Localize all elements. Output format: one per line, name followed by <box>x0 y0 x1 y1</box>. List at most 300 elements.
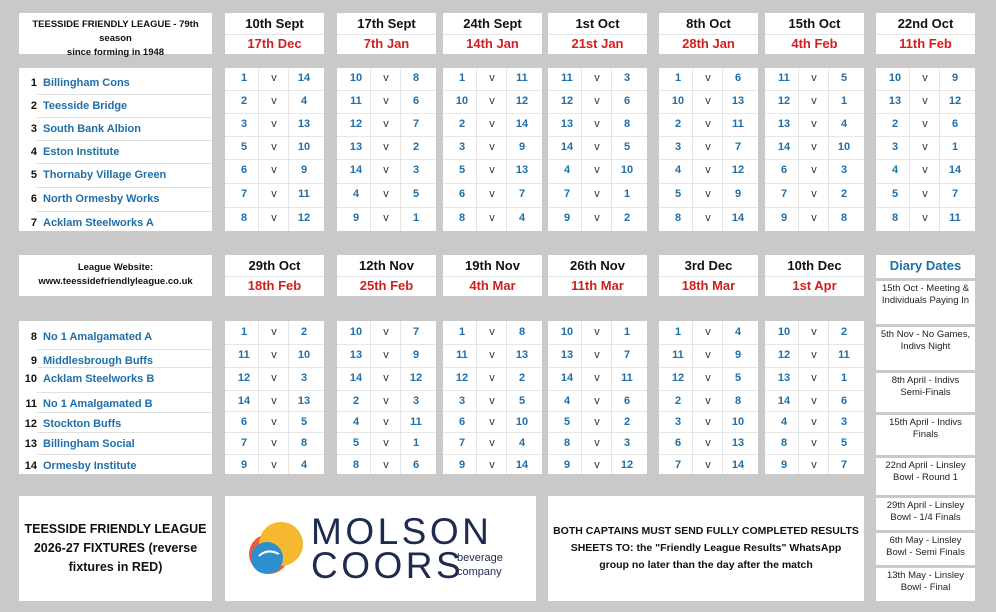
versus-label: v <box>271 118 277 130</box>
row-divider <box>37 117 212 118</box>
fixture <box>443 412 542 434</box>
home-team-number: 6 <box>780 164 788 176</box>
team-name: Acklam Steelworks B <box>43 373 155 385</box>
fixture <box>548 368 647 390</box>
row-divider <box>37 432 212 433</box>
home-team-number: 3 <box>674 141 682 153</box>
away-team-number: 2 <box>518 372 526 384</box>
notice-line3: group no later than the day after the match <box>599 559 813 571</box>
team-number: 14 <box>24 460 37 472</box>
website-label: League Website: <box>77 262 154 273</box>
home-team-number: 12 <box>777 349 791 361</box>
home-team-number: 13 <box>560 118 574 130</box>
versus-label: v <box>922 141 928 153</box>
fixture-column <box>876 68 975 231</box>
home-team-number: 2 <box>240 95 248 107</box>
away-team-number: 13 <box>297 118 311 130</box>
home-team-number: 7 <box>240 188 248 200</box>
fixture <box>337 391 436 413</box>
versus-label: v <box>383 459 389 471</box>
home-team-number: 13 <box>560 349 574 361</box>
home-team-number: 12 <box>237 372 251 384</box>
versus-label: v <box>489 349 495 361</box>
row-divider <box>37 392 212 393</box>
home-team-number: 6 <box>240 416 248 428</box>
team-name: Eston Institute <box>43 146 120 158</box>
home-team-number: 9 <box>458 459 466 471</box>
date-header <box>443 13 542 54</box>
home-team-number: 13 <box>777 372 791 384</box>
fixture <box>659 368 758 390</box>
league-header <box>19 13 212 58</box>
home-team-number: 3 <box>458 395 466 407</box>
versus-label: v <box>594 95 600 107</box>
versus-label: v <box>705 459 711 471</box>
versus-label: v <box>271 372 277 384</box>
team-name: No 1 Amalgamated B <box>43 398 153 410</box>
molson-coors-mark-icon <box>245 518 305 578</box>
diary-item <box>876 500 975 524</box>
diary-item-line1: 13th May - Linsley <box>886 570 965 581</box>
date-header <box>659 13 758 54</box>
reverse-fixture-date: 18th Feb <box>225 276 324 295</box>
versus-label: v <box>489 395 495 407</box>
website-box <box>19 255 212 296</box>
notice-line1: BOTH CAPTAINS MUST SEND FULLY COMPLETED RESULTS <box>553 525 859 537</box>
team-number: 9 <box>30 355 37 367</box>
team-number: 1 <box>30 77 37 89</box>
fixture <box>337 433 436 455</box>
home-team-number: 7 <box>780 188 788 200</box>
reverse-fixture-date: 17th Dec <box>225 34 324 53</box>
fixture <box>765 114 864 136</box>
home-team-number: 11 <box>350 95 362 107</box>
away-team-number: 14 <box>297 72 311 84</box>
away-team-number: 6 <box>734 72 742 84</box>
home-team-number: 8 <box>780 437 788 449</box>
team-row <box>19 326 212 348</box>
versus-label: v <box>383 118 389 130</box>
fixture <box>225 184 324 206</box>
fixture <box>443 391 542 413</box>
away-team-number: 4 <box>518 437 526 449</box>
fixture <box>548 208 647 230</box>
fixture <box>548 114 647 136</box>
diary-divider <box>876 278 975 281</box>
fixture <box>765 368 864 390</box>
diary-divider <box>876 565 975 568</box>
reverse-fixture-date: 4th Mar <box>443 276 542 295</box>
home-team-number: 10 <box>671 95 685 107</box>
away-team-number: 6 <box>412 459 420 471</box>
home-team-number: 9 <box>780 212 788 224</box>
fixture <box>225 322 324 344</box>
diary-item-line2: Bowl - 1/4 Finals <box>890 512 961 523</box>
fixture <box>765 137 864 159</box>
reverse-fixture-date: 18th Mar <box>659 276 758 295</box>
fixture <box>337 137 436 159</box>
home-team-number: 2 <box>458 118 466 130</box>
versus-label: v <box>383 95 389 107</box>
fixture <box>548 137 647 159</box>
home-team-number: 13 <box>888 95 902 107</box>
versus-label: v <box>271 395 277 407</box>
away-team-number: 6 <box>951 118 959 130</box>
home-team-number: 5 <box>240 141 248 153</box>
diary-item-line1: 15th Oct - Meeting & <box>881 283 970 294</box>
fixture <box>225 345 324 367</box>
versus-label: v <box>594 72 600 84</box>
team-row <box>19 368 212 390</box>
away-team-number: 10 <box>515 416 529 428</box>
fixture <box>548 412 647 434</box>
team-row <box>19 433 212 455</box>
away-team-number: 2 <box>412 141 420 153</box>
diary-item-line2: Bowl - Final <box>900 582 951 593</box>
fixture <box>765 412 864 434</box>
away-team-number: 1 <box>623 188 631 200</box>
away-team-number: 4 <box>518 212 526 224</box>
away-team-number: 3 <box>623 72 631 84</box>
diary-item <box>876 329 975 353</box>
away-team-number: 3 <box>412 164 420 176</box>
home-team-number: 13 <box>349 141 363 153</box>
versus-label: v <box>594 164 600 176</box>
away-team-number: 6 <box>840 395 848 407</box>
fixture <box>548 68 647 90</box>
fixture <box>876 137 975 159</box>
fixture-column <box>765 321 864 474</box>
versus-label: v <box>489 416 495 428</box>
away-team-number: 4 <box>300 459 308 471</box>
fixture <box>876 114 975 136</box>
versus-label: v <box>489 459 495 471</box>
home-team-number: 10 <box>888 72 902 84</box>
away-team-number: 14 <box>515 118 529 130</box>
team-name: Billingham Cons <box>43 77 130 89</box>
fixture <box>765 91 864 113</box>
diary-divider <box>876 412 975 415</box>
home-team-number: 6 <box>458 416 466 428</box>
home-team-number: 3 <box>891 141 899 153</box>
fixture <box>225 433 324 455</box>
home-team-number: 5 <box>563 416 571 428</box>
team-name: Acklam Steelworks A <box>43 217 154 229</box>
away-team-number: 4 <box>840 118 848 130</box>
versus-label: v <box>594 188 600 200</box>
away-team-number: 12 <box>409 372 423 384</box>
away-team-number: 2 <box>300 326 308 338</box>
fixture <box>225 160 324 182</box>
versus-label: v <box>271 416 277 428</box>
versus-label: v <box>705 118 711 130</box>
diary-item <box>876 375 975 399</box>
home-team-number: 10 <box>560 326 574 338</box>
away-team-number: 1 <box>840 95 848 107</box>
fixtures-title-line1: TEESSIDE FRIENDLY LEAGUE <box>24 522 207 536</box>
home-team-number: 3 <box>240 118 248 130</box>
home-team-number: 6 <box>674 437 682 449</box>
away-team-number: 8 <box>518 326 526 338</box>
fixture <box>548 160 647 182</box>
fixture <box>225 208 324 230</box>
fixture <box>443 455 542 477</box>
away-team-number: 6 <box>623 395 631 407</box>
fixture <box>659 455 758 477</box>
home-team-number: 11 <box>238 349 250 361</box>
fixture <box>659 322 758 344</box>
away-team-number: 5 <box>840 437 848 449</box>
versus-label: v <box>811 326 817 338</box>
fixture <box>548 455 647 477</box>
fixture <box>443 68 542 90</box>
fixture <box>443 208 542 230</box>
away-team-number: 7 <box>951 188 959 200</box>
home-team-number: 12 <box>777 95 791 107</box>
home-team-number: 4 <box>891 164 899 176</box>
reverse-fixture-date: 11th Feb <box>876 34 975 53</box>
away-team-number: 9 <box>300 164 308 176</box>
away-team-number: 8 <box>734 395 742 407</box>
fixture-column <box>443 321 542 474</box>
row-divider <box>37 140 212 141</box>
fixture-date: 3rd Dec <box>684 258 733 273</box>
versus-label: v <box>489 72 495 84</box>
sponsor-logo <box>225 496 536 601</box>
versus-label: v <box>594 349 600 361</box>
diary-item-line2: Bowl - Semi Finals <box>886 547 965 558</box>
fixture <box>765 433 864 455</box>
versus-label: v <box>489 188 495 200</box>
home-team-number: 8 <box>674 212 682 224</box>
fixture-date: 17th Sept <box>357 16 416 31</box>
versus-label: v <box>811 118 817 130</box>
team-name: Thornaby Village Green <box>43 169 167 181</box>
fixture <box>765 322 864 344</box>
team-row <box>19 164 212 186</box>
versus-label: v <box>594 118 600 130</box>
team-number: 2 <box>30 100 37 112</box>
away-team-number: 2 <box>623 212 631 224</box>
away-team-number: 12 <box>297 212 311 224</box>
versus-label: v <box>271 95 277 107</box>
reverse-fixture-date: 28th Jan <box>659 34 758 53</box>
away-team-number: 6 <box>412 95 420 107</box>
diary-divider <box>876 324 975 327</box>
fixture-column <box>659 321 758 474</box>
fixture <box>659 391 758 413</box>
versus-label: v <box>271 326 277 338</box>
away-team-number: 4 <box>300 95 308 107</box>
versus-label: v <box>705 141 711 153</box>
logo-word-molson: MOLSON <box>311 511 493 552</box>
diary-item <box>876 570 975 594</box>
home-team-number: 14 <box>237 395 251 407</box>
reverse-fixture-date: 11th Mar <box>548 276 647 295</box>
fixture <box>337 114 436 136</box>
versus-label: v <box>811 372 817 384</box>
home-team-number: 13 <box>349 349 363 361</box>
versus-label: v <box>271 212 277 224</box>
date-header <box>337 13 436 54</box>
fixture <box>765 160 864 182</box>
versus-label: v <box>383 141 389 153</box>
team-number: 6 <box>30 193 37 205</box>
versus-label: v <box>922 72 928 84</box>
home-team-number: 14 <box>560 372 574 384</box>
fixture <box>765 208 864 230</box>
diary-item-line2: Indivs Night <box>900 341 951 352</box>
fixture <box>548 91 647 113</box>
fixture-date: 10th Sept <box>245 16 304 31</box>
versus-label: v <box>489 212 495 224</box>
home-team-number: 5 <box>674 188 682 200</box>
date-header <box>337 255 436 296</box>
fixture <box>548 433 647 455</box>
away-team-number: 7 <box>518 188 526 200</box>
versus-label: v <box>271 459 277 471</box>
fixture-column <box>337 321 436 474</box>
fixture <box>337 455 436 477</box>
diary-divider <box>876 530 975 533</box>
fixture <box>876 68 975 90</box>
home-team-number: 2 <box>352 395 360 407</box>
team-number: 13 <box>24 438 37 450</box>
versus-label: v <box>271 72 277 84</box>
fixture <box>337 368 436 390</box>
fixture <box>225 137 324 159</box>
home-team-number: 14 <box>777 141 791 153</box>
website-url[interactable]: www.teessidefriendlyleague.co.uk <box>38 276 193 287</box>
versus-label: v <box>811 188 817 200</box>
diary-divider <box>876 370 975 373</box>
away-team-number: 11 <box>732 118 744 130</box>
team-number: 4 <box>30 146 37 158</box>
versus-label: v <box>705 164 711 176</box>
home-team-number: 5 <box>458 164 466 176</box>
versus-label: v <box>811 459 817 471</box>
fixtures-title-box <box>19 496 212 601</box>
versus-label: v <box>383 212 389 224</box>
away-team-number: 4 <box>734 326 742 338</box>
home-team-number: 10 <box>349 326 363 338</box>
versus-label: v <box>489 326 495 338</box>
row-divider <box>37 349 212 350</box>
home-team-number: 2 <box>674 118 682 130</box>
home-team-number: 1 <box>240 72 248 84</box>
away-team-number: 1 <box>412 437 420 449</box>
diary-title: Diary Dates <box>889 258 962 273</box>
diary-item-line2: Finals <box>912 429 939 440</box>
home-team-number: 8 <box>352 459 360 471</box>
fixture <box>765 391 864 413</box>
fixture <box>548 184 647 206</box>
league-header-line1: TEESSIDE FRIENDLY LEAGUE - 79th season <box>32 19 199 44</box>
home-team-number: 12 <box>671 372 685 384</box>
diary-item <box>876 417 975 441</box>
team-name: Billingham Social <box>43 438 135 450</box>
versus-label: v <box>922 95 928 107</box>
fixture <box>443 137 542 159</box>
home-team-number: 14 <box>349 372 363 384</box>
team-number: 12 <box>24 418 37 430</box>
team-row <box>19 118 212 140</box>
row-divider <box>37 412 212 413</box>
team-name: South Bank Albion <box>43 123 141 135</box>
away-team-number: 12 <box>948 95 962 107</box>
date-header <box>548 255 647 296</box>
fixtures-title-line3: fixtures in RED) <box>68 560 163 574</box>
versus-label: v <box>594 212 600 224</box>
fixture-date: 29th Oct <box>248 258 301 273</box>
fixture <box>337 91 436 113</box>
team-name: Ormesby Institute <box>43 460 137 472</box>
away-team-number: 9 <box>951 72 959 84</box>
fixture <box>659 345 758 367</box>
fixture <box>225 412 324 434</box>
fixture <box>876 208 975 230</box>
away-team-number: 8 <box>623 118 631 130</box>
home-team-number: 6 <box>240 164 248 176</box>
fixture <box>443 160 542 182</box>
fixture <box>225 114 324 136</box>
away-team-number: 1 <box>412 212 420 224</box>
fixture <box>225 91 324 113</box>
home-team-number: 5 <box>891 188 899 200</box>
diary-item <box>876 460 975 484</box>
date-header <box>548 13 647 54</box>
home-team-number: 13 <box>777 118 791 130</box>
away-team-number: 7 <box>840 459 848 471</box>
away-team-number: 5 <box>840 72 848 84</box>
reverse-fixture-date: 14th Jan <box>443 34 542 53</box>
away-team-number: 11 <box>949 212 961 224</box>
home-team-number: 11 <box>561 72 573 84</box>
away-team-number: 3 <box>840 416 848 428</box>
away-team-number: 11 <box>838 349 850 361</box>
versus-label: v <box>489 372 495 384</box>
fixture-date: 1st Oct <box>575 16 620 31</box>
home-team-number: 1 <box>674 326 682 338</box>
away-team-number: 13 <box>297 395 311 407</box>
home-team-number: 10 <box>455 95 469 107</box>
home-team-number: 1 <box>458 326 466 338</box>
diary-item <box>876 283 975 307</box>
away-team-number: 2 <box>623 416 631 428</box>
away-team-number: 12 <box>515 95 529 107</box>
results-notice-box <box>548 496 864 601</box>
team-number: 10 <box>24 373 37 385</box>
away-team-number: 2 <box>840 326 848 338</box>
versus-label: v <box>705 188 711 200</box>
fixture <box>659 433 758 455</box>
versus-label: v <box>922 164 928 176</box>
home-team-number: 9 <box>240 459 248 471</box>
row-divider <box>37 211 212 212</box>
fixture <box>225 68 324 90</box>
home-team-number: 12 <box>455 372 469 384</box>
home-team-number: 1 <box>458 72 466 84</box>
team-name: Teesside Bridge <box>43 100 128 112</box>
home-team-number: 1 <box>240 326 248 338</box>
notice-line2: SHEETS TO: the "Friendly League Results" WhatsApp <box>570 542 842 554</box>
home-team-number: 7 <box>458 437 466 449</box>
away-team-number: 13 <box>731 95 745 107</box>
versus-label: v <box>383 72 389 84</box>
fixture-column <box>765 68 864 231</box>
versus-label: v <box>705 372 711 384</box>
away-team-number: 6 <box>623 95 631 107</box>
